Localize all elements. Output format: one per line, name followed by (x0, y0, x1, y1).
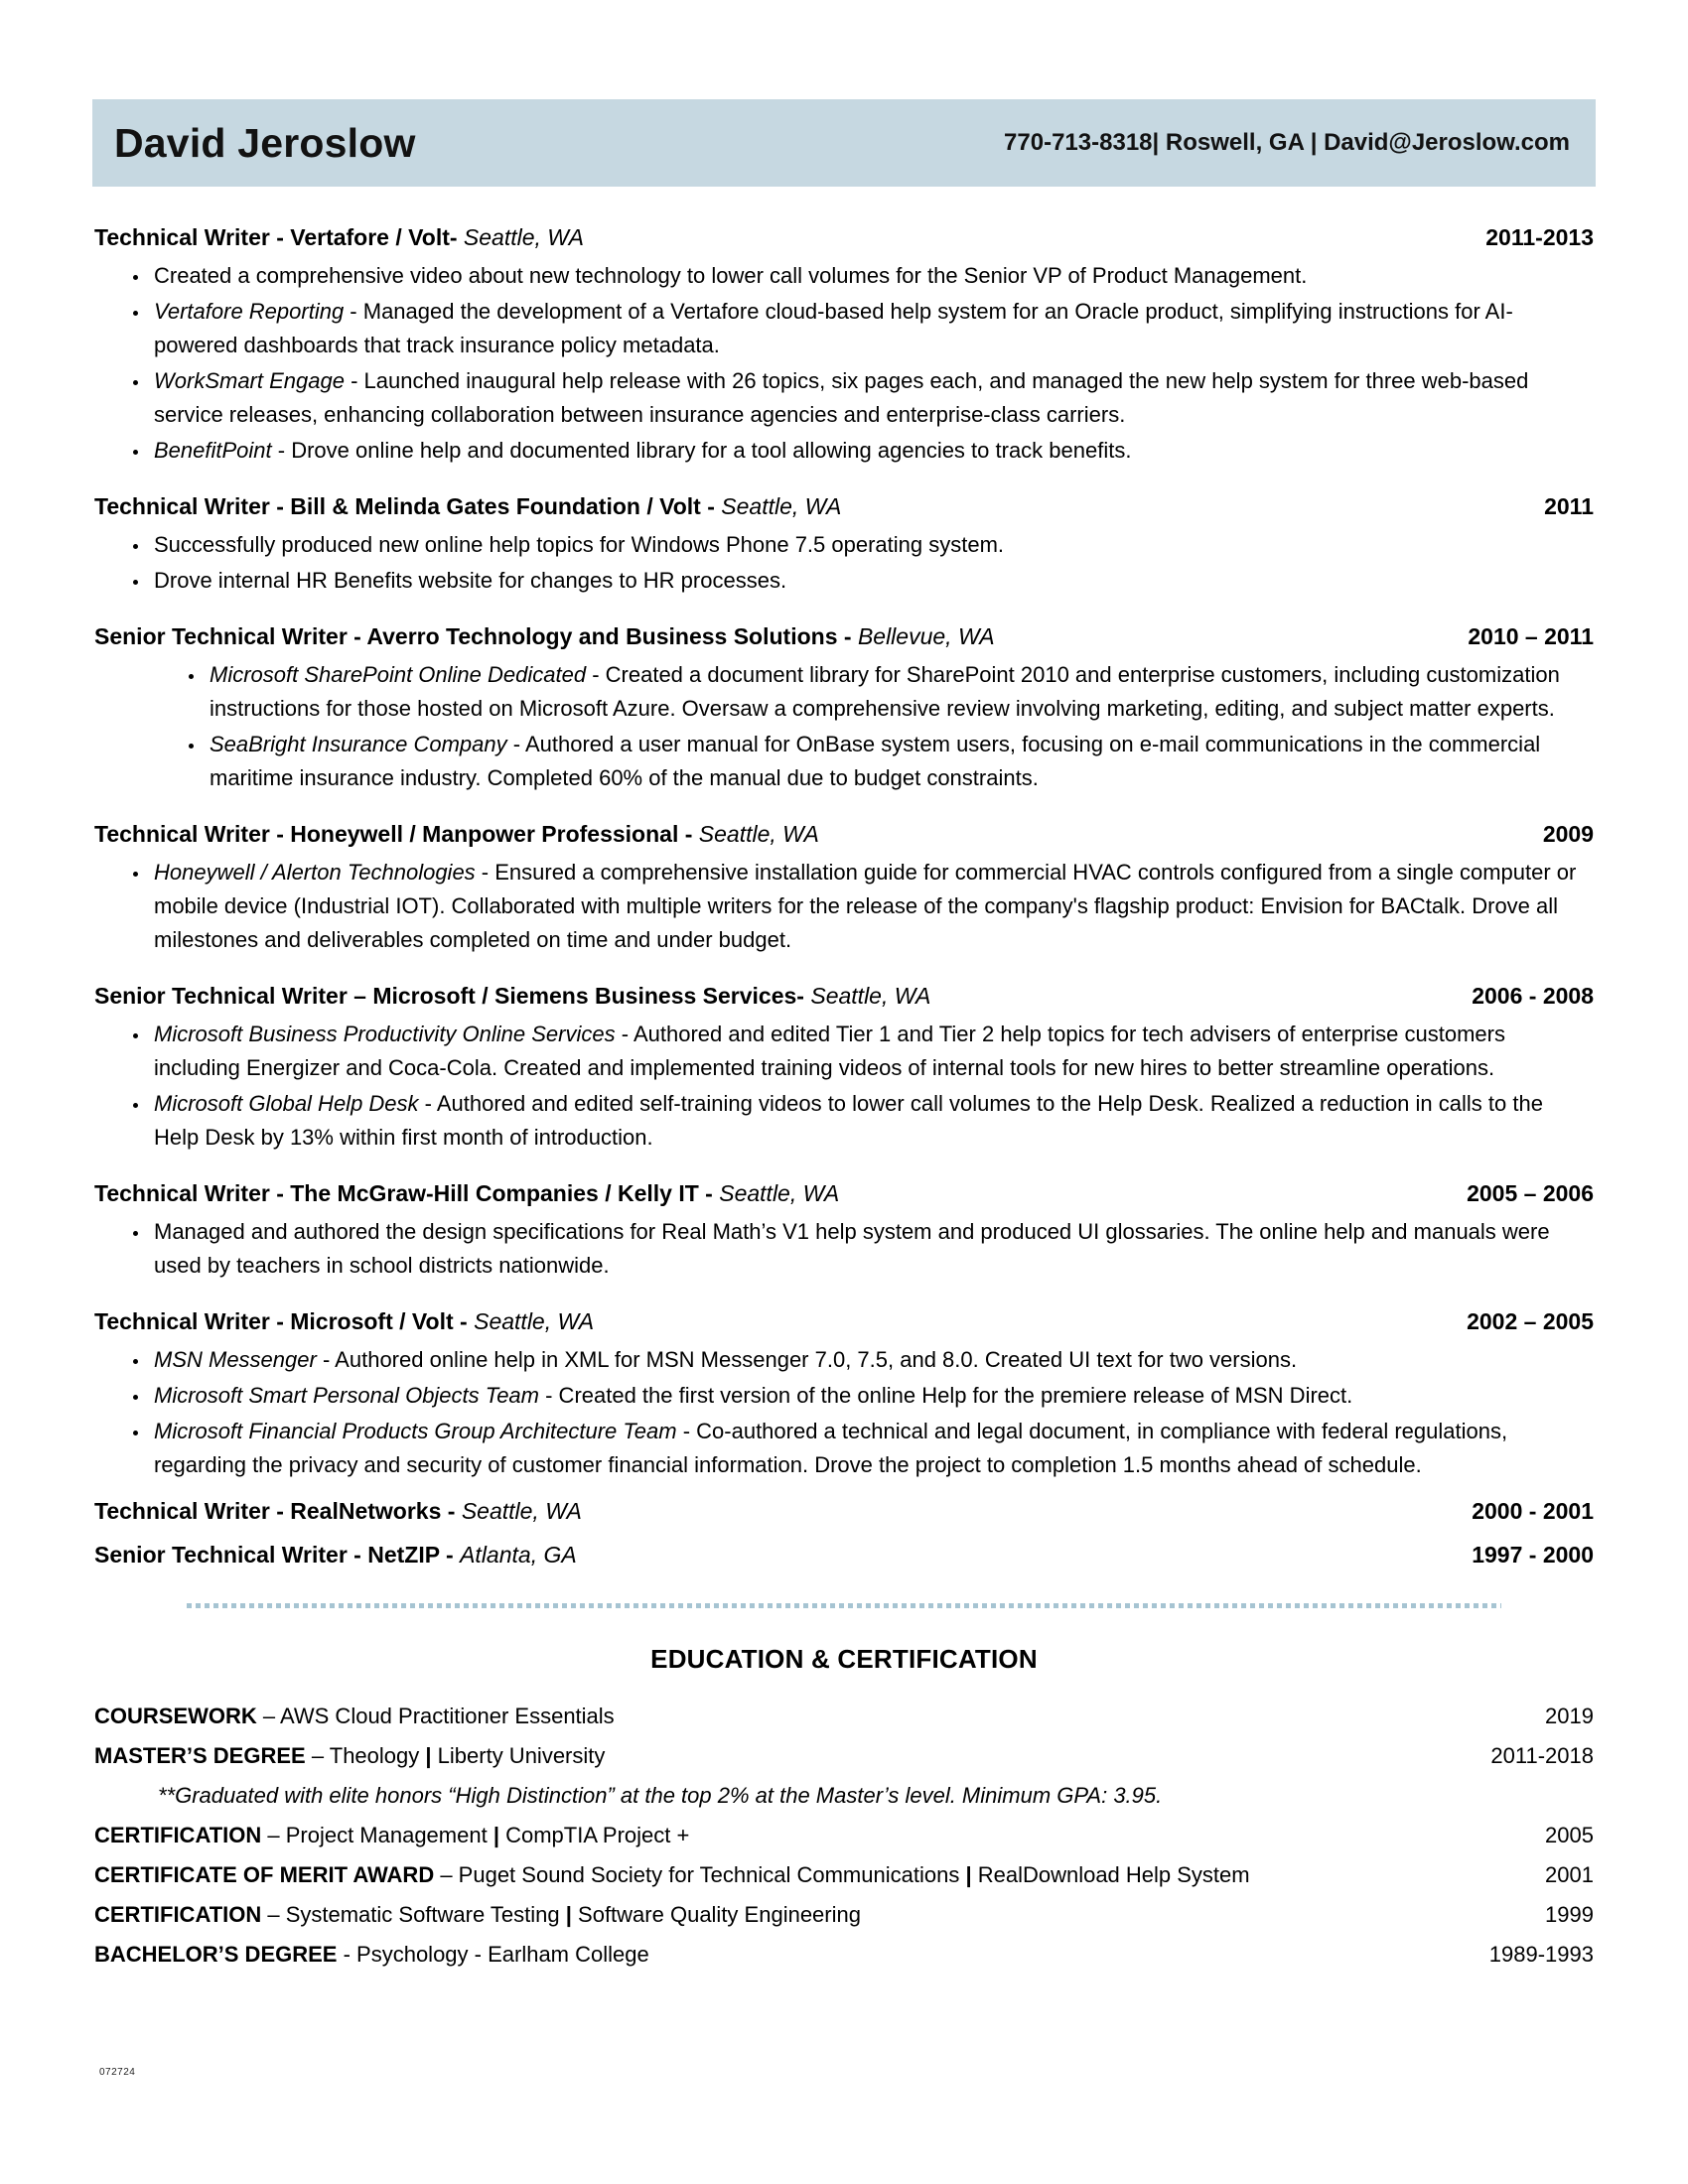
education-detail: – Puget Sound Society for Technical Communications | RealDownload Help System (440, 1862, 1250, 1887)
job-title: Technical Writer - RealNetworks - (94, 1498, 462, 1524)
education-label: CERTIFICATION (94, 1823, 268, 1847)
bullet-item: • Successfully produced new online help topics for Windows Phone 7.5 operating system. (150, 528, 1594, 562)
education-rows (94, 1697, 1594, 1975)
job-head (94, 1178, 1594, 1208)
job-head (94, 981, 1594, 1011)
education-row (94, 1816, 1594, 1855)
bullet-item: • Managed and authored the design specifications for Real Math’s V1 help system and produced UI glossaries. The online help and manuals were used by teachers in school districts nationwide. (150, 1215, 1594, 1283)
job-section (94, 621, 1594, 795)
job-title: Technical Writer - Vertafore / Volt- (94, 224, 464, 250)
bullet-lead: Microsoft Business Productivity Online Services (154, 1022, 616, 1046)
education-label: COURSEWORK (94, 1704, 263, 1728)
footer-code: 072724 (99, 2067, 136, 2078)
job-location: Seattle, WA (698, 821, 819, 847)
education-row (94, 1697, 1594, 1736)
job-head (94, 1540, 1594, 1570)
job-head (94, 1306, 1594, 1336)
job-head (94, 819, 1594, 849)
bullet-lead: WorkSmart Engage (154, 368, 345, 393)
education-row-text (94, 1935, 649, 1975)
job-location: Seattle, WA (721, 493, 842, 519)
bullet-list (94, 856, 1594, 957)
jobs (94, 222, 1594, 1570)
bullet-item: • Vertafore Reporting - Managed the development of a Vertafore cloud-based help system for an Oracle product, simplifying instructions for AI-powered dashboards that track insurance policy metadata. (150, 295, 1594, 362)
job-dates: 2010 – 2011 (1468, 623, 1594, 649)
job-title-wrap (94, 222, 584, 252)
job-section (94, 1306, 1594, 1482)
bullet-item: • Microsoft Business Productivity Online Services - Authored and edited Tier 1 and Tier 2 help topics for tech advisers of enterprise customers including Energizer and Coca-Cola. Created and implemented training videos of internal tools for new hires to better streamline operations. (150, 1018, 1594, 1085)
bullet-lead: Honeywell / Alerton Technologies (154, 860, 476, 885)
bullet-list (94, 1018, 1594, 1155)
job-section (94, 222, 1594, 468)
bullet-item: • Microsoft Financial Products Group Architecture Team - Co-authored a technical and legal document, in compliance with federal regulations, regarding the privacy and security of customer financial information. Drove the project to completion 1.5 months ahead of schedule. (150, 1415, 1594, 1482)
bullet-lead: Microsoft Smart Personal Objects Team (154, 1383, 539, 1408)
job-title: Technical Writer - Honeywell / Manpower Professional - (94, 821, 699, 847)
education-row-text (94, 1697, 615, 1736)
bullet-item: • WorkSmart Engage - Launched inaugural help release with 26 topics, six pages each, and managed the new help system for three web-based service releases, enhancing collaboration between insurance agencies and enterprise-class carriers. (150, 364, 1594, 432)
job-dates: 1997 - 2000 (1472, 1542, 1594, 1568)
job-title: Senior Technical Writer - NetZIP - (94, 1542, 461, 1568)
education-row (94, 1736, 1594, 1776)
job-section (94, 819, 1594, 957)
education-year: 2011-2018 (1490, 1743, 1594, 1768)
education-label: CERTIFICATION (94, 1902, 268, 1927)
education-year: 2005 (1545, 1823, 1594, 1847)
education-year: 1989-1993 (1488, 1942, 1594, 1967)
job-head (94, 1496, 1594, 1526)
education-detail: – AWS Cloud Practitioner Essentials (262, 1704, 615, 1728)
bullet-item: • Honeywell / Alerton Technologies - Ensured a comprehensive installation guide for commercial HVAC controls configured from a single computer or mobile device (Industrial IOT). Collaborated with multiple writers for the release of the company's flagship product: Envision for BACtalk. Drove all milestones and deliverables completed on time and under budget. (150, 856, 1594, 957)
job-head (94, 491, 1594, 521)
job-title-wrap (94, 981, 930, 1011)
bullet-item: • Microsoft Smart Personal Objects Team - Created the first version of the online Help for the premiere release of MSN Direct. (150, 1379, 1594, 1413)
bullet-item: • BenefitPoint - Drove online help and documented library for a tool allowing agencies to track benefits. (150, 434, 1594, 468)
bullet-lead: Vertafore Reporting (154, 299, 345, 324)
job-title-wrap (94, 1178, 839, 1208)
job-location: Seattle, WA (463, 224, 584, 250)
education-row-text (94, 1855, 1250, 1895)
bullet-lead: Microsoft Global Help Desk (154, 1091, 419, 1116)
bullet-item: • Microsoft SharePoint Online Dedicated - Created a document library for SharePoint 2010 and enterprise customers, including customization instructions for those hosted on Microsoft Azure. Oversaw a comprehensive review involving marketing, editing, and subject matter experts. (206, 658, 1594, 726)
education-detail: – Project Management | CompTIA Project + (267, 1823, 690, 1847)
education-year: 2001 (1545, 1862, 1594, 1887)
person-name: David Jeroslow (114, 119, 416, 166)
job-location: Seattle, WA (474, 1308, 595, 1334)
education-label: MASTER’S DEGREE (94, 1743, 312, 1768)
pipe-separator: | (565, 1902, 572, 1927)
job-section (94, 1178, 1594, 1283)
job-location: Seattle, WA (810, 983, 931, 1009)
education-detail: – Systematic Software Testing | Software Quality Engineering (267, 1902, 861, 1927)
bullet-list (94, 528, 1594, 598)
education-row (94, 1855, 1594, 1895)
job-location: Seattle, WA (719, 1180, 840, 1206)
job-title-wrap (94, 491, 841, 521)
education-year: 1999 (1545, 1902, 1594, 1927)
education-row (94, 1895, 1594, 1935)
bullet-lead: Microsoft Financial Products Group Architecture Team (154, 1419, 677, 1443)
resume-body (0, 222, 1688, 1975)
education-note: **Graduated with elite honors “High Distinction” at the top 2% at the Master’s level. Minimum GPA: 3.95. (158, 1783, 1163, 1808)
bullet-list (94, 658, 1594, 795)
job-location: Atlanta, GA (460, 1542, 577, 1568)
bullet-lead: MSN Messenger (154, 1347, 317, 1372)
job-dates: 2009 (1542, 821, 1594, 847)
bullet-item: • Created a comprehensive video about new technology to lower call volumes for the Senior VP of Product Management. (150, 259, 1594, 293)
contact-info: 770-713-8318| Roswell, GA | David@Jeroslow.com (1004, 129, 1570, 156)
job-dates: 2002 – 2005 (1467, 1308, 1594, 1334)
bullet-lead: SeaBright Insurance Company (210, 732, 507, 756)
bullet-item: • SeaBright Insurance Company - Authored a user manual for OnBase system users, focusing on e-mail communications in the commercial maritime insurance industry. Completed 60% of the manual due to budget constraints. (206, 728, 1594, 795)
education-heading: EDUCATION & CERTIFICATION (650, 1644, 1038, 1674)
job-title-wrap (94, 621, 995, 651)
job-location: Seattle, WA (461, 1498, 582, 1524)
job-head (94, 222, 1594, 252)
bullet-item: • MSN Messenger - Authored online help in XML for MSN Messenger 7.0, 7.5, and 8.0. Created UI text for two versions. (150, 1343, 1594, 1377)
section-divider (187, 1603, 1501, 1608)
education-detail: - Psychology - Earlham College (343, 1942, 649, 1967)
job-dates: 2011-2013 (1485, 224, 1594, 250)
education-row-text (94, 1736, 605, 1776)
header-bar (92, 99, 1596, 187)
education-detail: – Theology | Liberty University (311, 1743, 606, 1768)
job-title-wrap (94, 1306, 594, 1336)
job-dates: 2011 (1544, 493, 1594, 519)
education-year: 2019 (1545, 1704, 1594, 1728)
education-row-text (94, 1895, 861, 1935)
job-dates: 2005 – 2006 (1467, 1180, 1594, 1206)
job-title-wrap (94, 819, 819, 849)
pipe-separator: | (492, 1823, 499, 1847)
education-label: CERTIFICATE OF MERIT AWARD (94, 1862, 441, 1887)
pipe-separator: | (425, 1743, 432, 1768)
bullet-list (94, 1215, 1594, 1283)
job-title: Technical Writer - Microsoft / Volt - (94, 1308, 475, 1334)
job-dates: 2000 - 2001 (1472, 1498, 1594, 1524)
job-title: Technical Writer - Bill & Melinda Gates Foundation / Volt - (94, 493, 722, 519)
job-head (94, 621, 1594, 651)
education-row-text (94, 1816, 689, 1855)
job-title-wrap (94, 1496, 582, 1526)
education-label: BACHELOR’S DEGREE (94, 1942, 344, 1967)
bullet-lead: Microsoft SharePoint Online Dedicated (210, 662, 587, 687)
bullet-item: • Microsoft Global Help Desk - Authored and edited self-training videos to lower call volumes to the Help Desk. Realized a reduction in calls to the Help Desk by 13% within first month of introduction. (150, 1087, 1594, 1155)
bullet-list (94, 1343, 1594, 1482)
bullet-item: • Drove internal HR Benefits website for changes to HR processes. (150, 564, 1594, 598)
bullet-lead: BenefitPoint (154, 438, 272, 463)
job-section (94, 981, 1594, 1155)
job-dates: 2006 - 2008 (1472, 983, 1594, 1009)
job-location: Bellevue, WA (857, 623, 995, 649)
job-title: Senior Technical Writer - Averro Technology and Business Solutions - (94, 623, 858, 649)
job-section (94, 1496, 1594, 1526)
job-section (94, 491, 1594, 598)
job-title: Senior Technical Writer – Microsoft / Siemens Business Services- (94, 983, 811, 1009)
pipe-separator: | (965, 1862, 972, 1887)
bullet-list (94, 259, 1594, 468)
job-section (94, 1540, 1594, 1570)
job-title-wrap (94, 1540, 577, 1570)
job-title: Technical Writer - The McGraw-Hill Companies / Kelly IT - (94, 1180, 720, 1206)
education-row (94, 1935, 1594, 1975)
